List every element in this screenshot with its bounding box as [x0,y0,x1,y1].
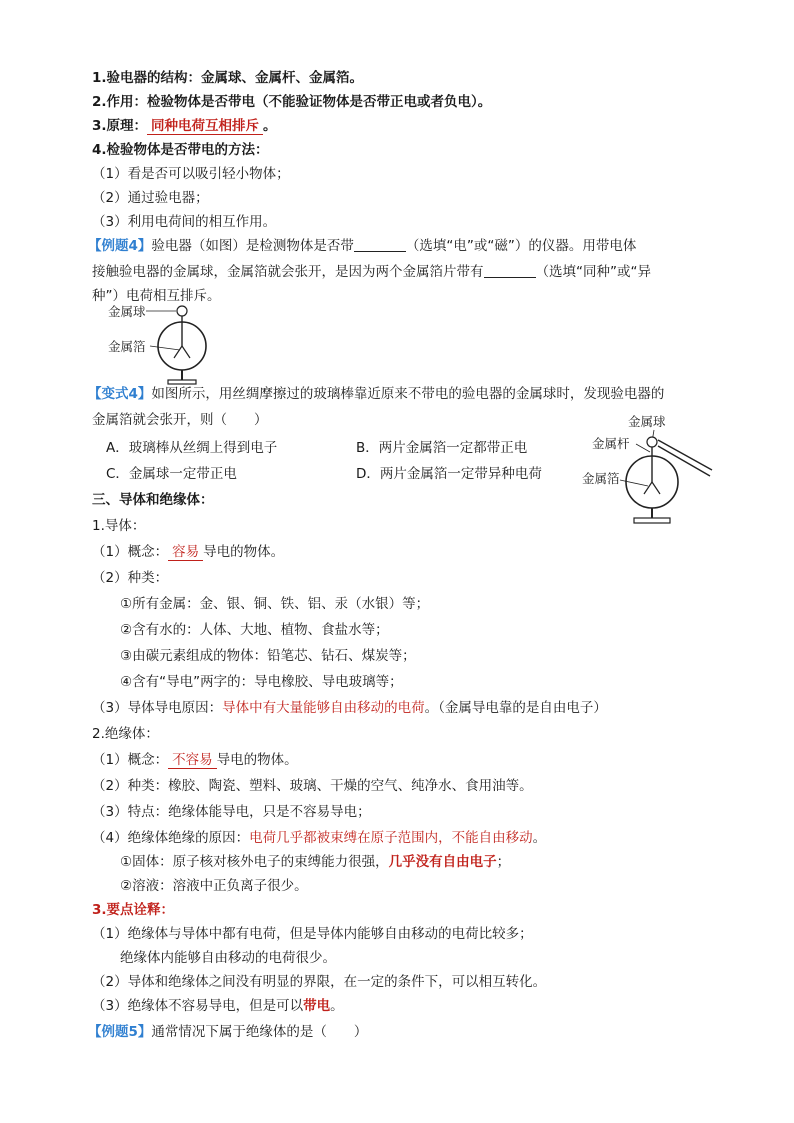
function-text: 2.作用：检验物体是否带电（不能验证物体是否带正电或者负电）。 [92,94,492,110]
insulator-solid-text: ①固体：原子核对核外电子的束缚能力很强， [120,854,389,870]
insulator-concept-answer: 不容易 [168,752,217,769]
insulator-reason [92,828,546,848]
example4-line-1 [88,236,636,256]
insulator-concept [92,750,298,770]
insulator-solution: ②溶液：溶液中正负离子很少。 [120,878,308,894]
example4-line-2 [92,262,651,282]
conductor-reason [92,698,607,718]
example5-tag: 【例题5】 [88,1024,152,1040]
insulator-solid [120,852,510,872]
insulator-reason-end: 。 [532,830,547,846]
keypoint-3-text: （3）绝缘体不容易导电，但是可以 [92,998,304,1014]
insulator-reason-red: 电荷几乎都被束缚在原子范围内，不能自由移动 [249,830,533,846]
electroscope-figure-2 [578,410,718,528]
section3-title: 三、导体和绝缘体： [92,492,214,508]
answer-blank-1[interactable] [354,237,406,252]
keypoint-3-red: 带电 [303,998,331,1014]
variant4-line-2: 金属箔就会张开，则（ ） [92,412,268,428]
example4-text-2b: （选填“同种”或“异 [535,264,651,280]
insulator-solid-red: 几乎没有自由电子 [388,854,497,870]
keypoint-1: （1）绝缘体与导体中都有电荷，但是导体内能够自由移动的电荷比较多； [92,926,533,942]
example4-text-1a: 验电器（如图）是检测物体是否带 [151,238,354,254]
keypoint-3 [92,996,344,1016]
keypoint-1b: 绝缘体内能够自由移动的电荷很少。 [120,950,336,966]
insulator-solid-end: ； [496,854,511,870]
conductor-reason-end: 。（金属导电靠的是自由电子） [424,700,607,716]
function-line [92,92,491,112]
method-heading: 4.检验物体是否带电的方法： [92,142,269,158]
fig2-label-rod: 金属杆 [592,436,630,451]
conductor-reason-red: 导体中有大量能够自由移动的电荷 [222,700,425,716]
insulator-reason-label: （4）绝缘体绝缘的原因： [92,830,250,846]
keypoint-3-end: 。 [330,998,344,1014]
option-c[interactable]: C．金属球一定带正电 [106,466,237,482]
conductor-concept-answer: 容易 [168,544,203,561]
conductor-reason-label: （3）导体导电原因： [92,700,223,716]
method-item-3: （3）利用电荷间的相互作用。 [92,214,277,230]
conductor-concept [92,542,284,562]
conductor-kind-1: ①所有金属：金、银、铜、铁、铝、汞（水银）等； [120,596,430,612]
electroscope-figure-1 [100,300,230,390]
conductor-heading: 1.导体： [92,518,146,534]
variant4-line-1 [88,384,664,404]
example4-line-3: 种”）电荷相互排斥。 [92,288,221,304]
fig1-label-foil: 金属箔 [108,339,146,354]
option-a[interactable]: A．玻璃棒从丝绸上得到电子 [106,440,278,456]
example5-line [88,1022,367,1042]
example4-tag: 【例题4】 [88,238,152,254]
keypoints-title: 3.要点诠释： [92,902,175,918]
fig2-label-ball: 金属球 [628,414,666,429]
insulator-types: （2）种类：橡胶、陶瓷、塑料、玻璃、干燥的空气、纯净水、食用油等。 [92,778,533,794]
insulator-concept-end: 导电的物体。 [216,752,298,768]
insulator-concept-label: （1）概念： [92,752,169,768]
conductor-kind-3: ③由碳元素组成的物体：铅笔芯、钻石、煤炭等； [120,648,416,664]
conductor-concept-end: 导电的物体。 [203,544,285,560]
insulator-heading: 2.绝缘体： [92,726,159,742]
example4-text-1b: （选填“电”或“磁”）的仪器。用带电体 [405,238,637,254]
method-item-1: （1）看是否可以吸引轻小物体； [92,166,290,182]
example4-text-2a: 接触验电器的金属球，金属箔就会张开，是因为两个金属箔片带有 [92,264,484,280]
method-item-2: （2）通过验电器； [92,190,209,206]
variant4-text-1: 如图所示，用丝绸摩擦过的玻璃棒靠近原来不带电的验电器的金属球时，发现验电器的 [151,386,665,402]
principle-answer: 同种电荷互相排斥 [147,118,263,135]
conductor-types: （2）种类： [92,570,169,586]
keypoint-2: （2）导体和绝缘体之间没有明显的界限，在一定的条件下，可以相互转化。 [92,974,547,990]
variant4-tag: 【变式4】 [88,386,152,402]
option-d[interactable]: D．两片金属箔一定带异种电荷 [356,466,542,482]
answer-blank-2[interactable] [484,263,536,278]
example5-text: 通常情况下属于绝缘体的是（ ） [151,1024,368,1040]
principle-label: 3.原理： [92,118,148,134]
conductor-kind-2: ②含有水的：人体、大地、植物、食盐水等； [120,622,389,638]
principle-end: 。 [263,118,277,134]
fig2-label-foil: 金属箔 [582,471,620,486]
option-b[interactable]: B．两片金属箔一定都带正电 [356,440,528,456]
principle-line [92,116,277,136]
conductor-concept-label: （1）概念： [92,544,169,560]
structure-line: 1.验电器的结构：金属球、金属杆、金属箔。 [92,70,364,86]
conductor-kind-4: ④含有“导电”两字的：导电橡胶、导电玻璃等； [120,674,403,690]
insulator-feature: （3）特点：绝缘体能导电，只是不容易导电； [92,804,371,820]
fig1-label-ball: 金属球 [108,304,146,319]
